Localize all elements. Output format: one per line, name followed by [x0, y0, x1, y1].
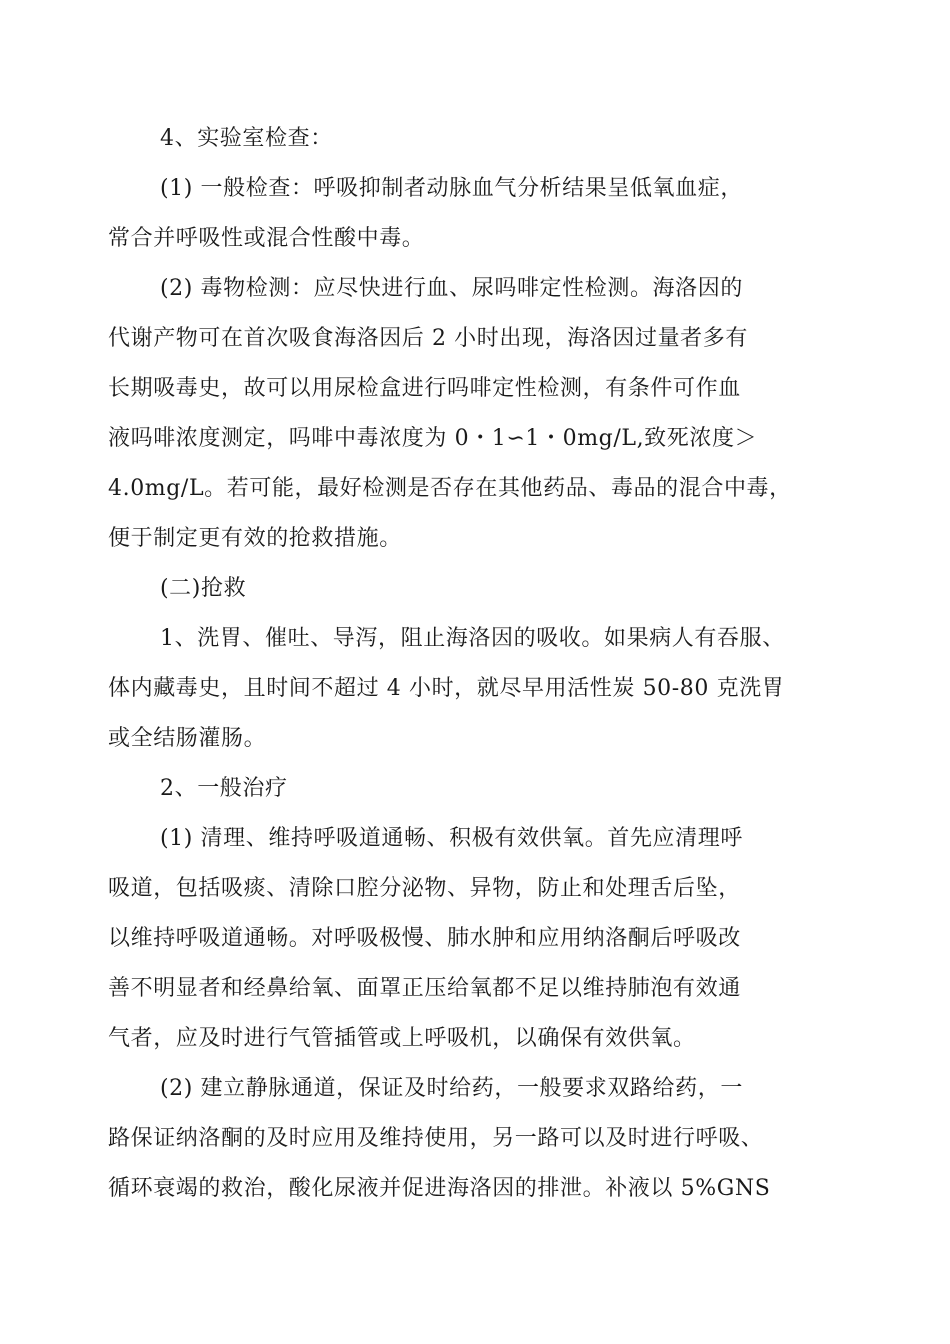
text-line: 循环衰竭的救治，酸化尿液并促进海洛因的排泄。补液以 5%GNS: [108, 1176, 771, 1201]
text-line: 善不明显者和经鼻给氧、面罩正压给氧都不足以维持肺泡有效通: [108, 976, 741, 1001]
text-line: (1) 清理、维持呼吸道通畅、积极有效供氧。首先应清理呼: [160, 826, 743, 851]
text-line: 以维持呼吸道通畅。对呼吸极慢、肺水肿和应用纳洛酮后呼吸改: [108, 926, 741, 951]
text-line: (2) 建立静脉通道，保证及时给药，一般要求双路给药，一: [160, 1076, 743, 1101]
text-line: (2) 毒物检测：应尽快进行血、尿吗啡定性检测。海洛因的: [160, 276, 743, 301]
section-heading: (二)抢救: [160, 576, 247, 601]
section-heading: 2、一般治疗: [160, 776, 288, 801]
text-line: 体内藏毒史，且时间不超过 4 小时，就尽早用活性炭 50-80 克洗胃: [108, 676, 785, 701]
text-line: 4、实验室检查：: [160, 126, 333, 151]
text-line: 气者，应及时进行气管插管或上呼吸机，以确保有效供氧。: [108, 1026, 696, 1051]
text-line: 液吗啡浓度测定，吗啡中毒浓度为 0・1∽1・0mg/L,致死浓度＞: [108, 426, 758, 451]
text-line: 长期吸毒史，故可以用尿检盒进行吗啡定性检测，有条件可作血: [108, 376, 741, 401]
text-line: 路保证纳洛酮的及时应用及维持使用，另一路可以及时进行呼吸、: [108, 1126, 764, 1151]
text-line: 吸道，包括吸痰、清除口腔分泌物、异物，防止和处理舌后坠，: [108, 876, 741, 901]
text-line: 便于制定更有效的抢救措施。: [108, 526, 402, 551]
text-line: 代谢产物可在首次吸食海洛因后 2 小时出现，海洛因过量者多有: [108, 326, 748, 351]
text-line: 或全结肠灌肠。: [108, 726, 267, 751]
text-line: 常合并呼吸性或混合性酸中毒。: [108, 226, 425, 251]
text-line: 4.0mg/L。若可能，最好检测是否存在其他药品、毒品的混合中毒，: [108, 476, 792, 501]
text-line: (1) 一般检查：呼吸抑制者动脉血气分析结果呈低氧血症，: [160, 176, 743, 201]
text-line: 1、洗胃、催吐、导泻，阻止海洛因的吸收。如果病人有吞服、: [160, 626, 785, 651]
